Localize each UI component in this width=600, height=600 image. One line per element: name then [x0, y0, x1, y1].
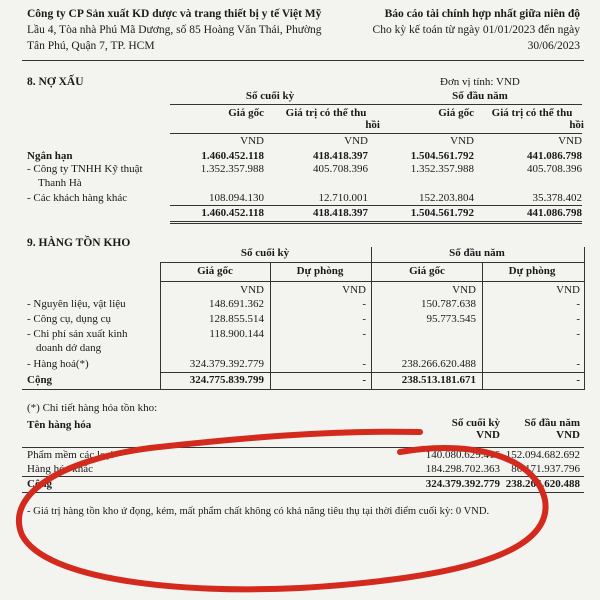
detail-total-value: 324.379.392.779 — [425, 478, 500, 490]
bd-row-value: 405.708.396 — [313, 163, 368, 175]
inv-row-value: - — [576, 358, 580, 370]
bd-row-value: 35.378.402 — [532, 192, 582, 204]
header-divider — [22, 60, 584, 61]
bd-row-value: 1.352.357.988 — [200, 163, 264, 175]
inv-vnd-4: VND — [556, 284, 580, 296]
bd-total-value: 441.086.798 — [527, 207, 582, 219]
inv-row-label: - Nguyên liệu, vật liệu — [27, 298, 126, 310]
bd-row-value: 1.460.452.118 — [201, 150, 264, 162]
inv-col-end: Số cuối kỳ — [240, 247, 290, 259]
report-title: Báo cáo tài chính hợp nhất giữa niên độ — [384, 8, 580, 20]
bd-sub-recov-end — [272, 107, 380, 131]
inv-sub-prov-begin: Dự phòng — [508, 265, 556, 277]
bd-header-rule — [170, 104, 582, 105]
inv-row-label: - Công cụ, dụng cụ — [27, 313, 112, 325]
inv-header-rule — [160, 262, 584, 263]
inv-total-underline — [22, 389, 584, 390]
report-period-line2: 30/06/2023 — [527, 40, 580, 52]
inv-row-value: - — [576, 328, 580, 340]
bd-sub-recov-begin-1: Giá trị có thể thu — [491, 107, 573, 119]
company-address-line1: Lầu 4, Tòa nhà Phú Mã Dương, số 85 Hoàng Văn Thái, Phường — [27, 24, 322, 36]
detail-col-begin-text: Số đầu năm — [524, 417, 580, 429]
inv-total-label: Cộng — [27, 374, 53, 386]
bd-total-underline-2 — [170, 223, 582, 224]
detail-row-value: 152.094.682.692 — [505, 449, 580, 461]
bd-row-value: 152.203.804 — [419, 192, 474, 204]
company-header — [27, 6, 322, 54]
bd-vnd-1: VND — [240, 135, 264, 147]
inv-row-value: 95.773.545 — [426, 313, 476, 325]
bd-sub-cost-end: Giá gốc — [228, 107, 264, 119]
inv-row-value: 324.379.392.779 — [189, 358, 264, 370]
inv-row-value: 150.787.638 — [421, 298, 476, 310]
detail-total-value: 238.266.620.488 — [505, 478, 580, 490]
bd-total-rule — [170, 205, 582, 206]
bd-total-value: 418.418.397 — [313, 207, 368, 219]
inv-row-value: - — [362, 298, 366, 310]
unit-label: Đơn vị tính: VND — [440, 76, 520, 88]
detail-row-label: Hàng hóa khác — [27, 463, 93, 475]
detail-note: (*) Chi tiết hàng hóa tồn kho: — [27, 402, 158, 414]
bd-vnd-4: VND — [558, 135, 582, 147]
detail-footnote: - Giá trị hàng tồn kho ứ đọng, kém, mất phẩm chất không có khả năng tiêu thụ tại thời điểm cuối kỳ: 0 VND. — [27, 506, 490, 517]
inv-row-value: - — [576, 298, 580, 310]
inv-row-value: 238.266.620.488 — [401, 358, 476, 370]
detail-col-begin — [450, 417, 580, 441]
inv-total-value: 324.775.839.799 — [189, 374, 264, 386]
bd-vnd-2: VND — [344, 135, 368, 147]
company-name: Công ty CP Sản xuất KD dược và trang thiết bị y tế Việt Mỹ — [27, 8, 322, 20]
bd-row-label: - Các khách hàng khác — [27, 192, 128, 204]
bd-vnd-3: VND — [450, 135, 474, 147]
inv-vline-5 — [584, 247, 585, 390]
inv-sub-rule — [160, 281, 584, 282]
inv-total-rule — [160, 372, 584, 373]
detail-row-value: 140.080.629.416 — [425, 449, 500, 461]
inv-total-value: 238.513.181.671 — [401, 374, 476, 386]
bd-sub-recov-begin-2: hồi — [569, 119, 584, 131]
inv-row-value: 128.855.514 — [209, 313, 264, 325]
inv-sub-cost-begin: Giá gốc — [409, 265, 445, 277]
inv-row-label: - Hàng hoá(*) — [27, 358, 89, 370]
bd-row-label-2: Thanh Hà — [38, 177, 82, 189]
bd-total-value: 1.504.561.792 — [410, 207, 474, 219]
inv-row-value: - — [362, 313, 366, 325]
inv-total-value: - — [576, 374, 580, 386]
inv-row-label: - Chi phí sản xuất kinh — [27, 328, 128, 340]
inv-vline-2 — [270, 262, 271, 390]
detail-row-value: 86.171.937.796 — [511, 463, 580, 475]
bd-row-value: 12.710.001 — [318, 192, 368, 204]
detail-col-name: Tên hàng hóa — [27, 419, 92, 431]
inv-row-value: 118.900.144 — [209, 328, 264, 340]
bd-sub-recov-end-1: Giá trị có thể thu — [285, 107, 367, 119]
report-period-line1: Cho kỳ kế toán từ ngày 01/01/2023 đến ngày — [372, 24, 580, 36]
detail-vnd-begin: VND — [556, 429, 580, 441]
bd-row-value: 108.094.130 — [209, 192, 264, 204]
inv-vnd-1: VND — [240, 284, 264, 296]
bd-row-value: 418.418.397 — [313, 150, 368, 162]
detail-header-rule — [22, 447, 584, 448]
bad-debts-title: 8. NỢ XẤU — [27, 76, 84, 88]
bd-row-value: 405.708.396 — [527, 163, 582, 175]
detail-total-label: Cộng — [27, 478, 53, 490]
inv-vline-1 — [160, 262, 161, 390]
bd-total-underline — [170, 221, 582, 222]
inv-row-label-2: doanh dở dang — [36, 342, 102, 354]
detail-col-end-text: Số cuối kỳ — [451, 417, 500, 429]
inv-vline-4 — [482, 262, 483, 390]
bd-row-label: Ngắn hạn — [27, 150, 73, 162]
inventory-title: 9. HÀNG TỒN KHO — [27, 237, 131, 249]
inv-vnd-3: VND — [452, 284, 476, 296]
bd-col-begin: Số đầu năm — [452, 90, 508, 102]
inv-total-value: - — [362, 374, 366, 386]
inv-row-value: 148.691.362 — [209, 298, 264, 310]
bd-total-value: 1.460.452.118 — [201, 207, 264, 219]
detail-row-label: Phẩm mềm các loại — [27, 449, 114, 461]
inv-row-value: - — [362, 328, 366, 340]
bd-row-label: - Công ty TNHH Kỹ thuật — [27, 163, 143, 175]
detail-vnd-end: VND — [476, 429, 500, 441]
detail-total-rule — [22, 476, 584, 477]
bd-row-value: 1.352.357.988 — [410, 163, 474, 175]
bd-row-value: 441.086.798 — [527, 150, 582, 162]
inv-row-value: - — [362, 358, 366, 370]
inv-sub-prov-end: Dự phòng — [296, 265, 344, 277]
bd-row-value: 1.504.561.792 — [410, 150, 474, 162]
bd-sub-cost-begin: Giá gốc — [438, 107, 474, 119]
inv-col-begin: Số đầu năm — [449, 247, 505, 259]
bd-sub-recov-end-2: hồi — [365, 119, 380, 131]
bd-col-end: Số cuối kỳ — [245, 90, 295, 102]
report-header — [373, 6, 580, 54]
bd-sub-rule — [170, 133, 582, 134]
inv-row-value: - — [576, 313, 580, 325]
detail-total-underline — [22, 492, 584, 493]
inv-vnd-2: VND — [342, 284, 366, 296]
bd-sub-recov-begin — [480, 107, 584, 131]
inv-sub-cost-end: Giá gốc — [197, 265, 233, 277]
detail-row-value: 184.298.702.363 — [425, 463, 500, 475]
company-address-line2: Tân Phú, Quận 7, TP. HCM — [27, 40, 155, 52]
